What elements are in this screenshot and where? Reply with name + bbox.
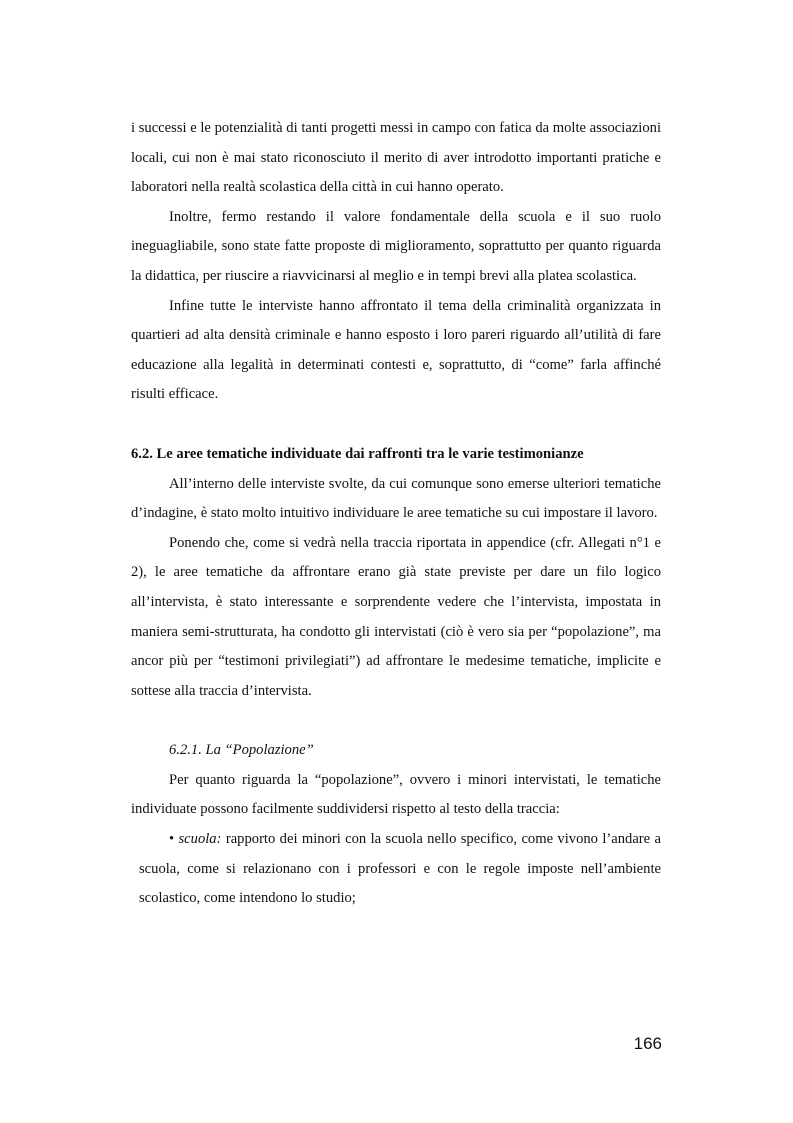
body-paragraph: Inoltre, fermo restando il valore fondamentale della scuola e il suo ruolo ineguagliabile, sono state fatte proposte di miglioramento, soprattutto per quanto riguarda la didattica, per riuscire a riavvicinarsi al meglio e in tempi brevi alla platea scolastica. xyxy=(131,208,661,284)
body-paragraph: i successi e le potenzialità di tanti progetti messi in campo con fatica da molte associazioni locali, cui non è mai stato riconosciuto il merito di aver introdotto importanti pratiche e laboratori nella realtà scolastica della città in cui hanno operato. xyxy=(131,120,661,196)
page-number: 166 xyxy=(633,1034,662,1053)
body-paragraph: All’interno delle interviste svolte, da cui comunque sono emerse ulteriori tematiche d’indagine, è stato molto intuitivo individuare le aree tematiche su cui impostare il lavoro. xyxy=(131,475,661,522)
body-paragraph: Infine tutte le interviste hanno affrontato il tema della criminalità organizzata in quartieri ad alta densità criminale e hanno esposto i loro pareri riguardo all’utilità di fare educazione alla legalità in determinati contesti e, soprattutto, di “come” farla affinché risulti efficace. xyxy=(131,297,661,403)
subsection-heading: 6.2.1. La “Popolazione” xyxy=(169,742,314,759)
document-page xyxy=(131,114,661,914)
body-paragraph: Per quanto riguarda la “popolazione”, ovvero i minori intervistati, le tematiche individuate possono facilmente suddividersi rispetto al testo della traccia: xyxy=(131,771,661,818)
section-heading: 6.2. Le aree tematiche individuate dai raffronti tra le varie testimonianze xyxy=(131,445,584,462)
bullet-item xyxy=(131,825,661,914)
body-paragraph: Ponendo che, come si vedrà nella traccia riportata in appendice (cfr. Allegati n°1 e 2), le aree tematiche da affrontare erano già state previste per dare un filo logico all’intervista, è stato interessante e sorprendente vedere che l’intervista, impostata in maniera semi-strutturata, ha condotto gli intervistati (ciò è vero sia per “popolazione”, ma ancor più per “testimoni privilegiati”) ad affrontare le medesime tematiche, implicite e sottese alla traccia d’intervista. xyxy=(131,534,661,699)
bullet-term: scuola: xyxy=(178,831,222,848)
bullet-marker: • xyxy=(169,831,175,848)
bullet-text: rapporto dei minori con la scuola nello specifico, come vivono l’andare a scuola, come si relazionano con i professori e con le regole imposte nell’ambiente scolastico, come intendono lo studio; xyxy=(139,831,661,907)
